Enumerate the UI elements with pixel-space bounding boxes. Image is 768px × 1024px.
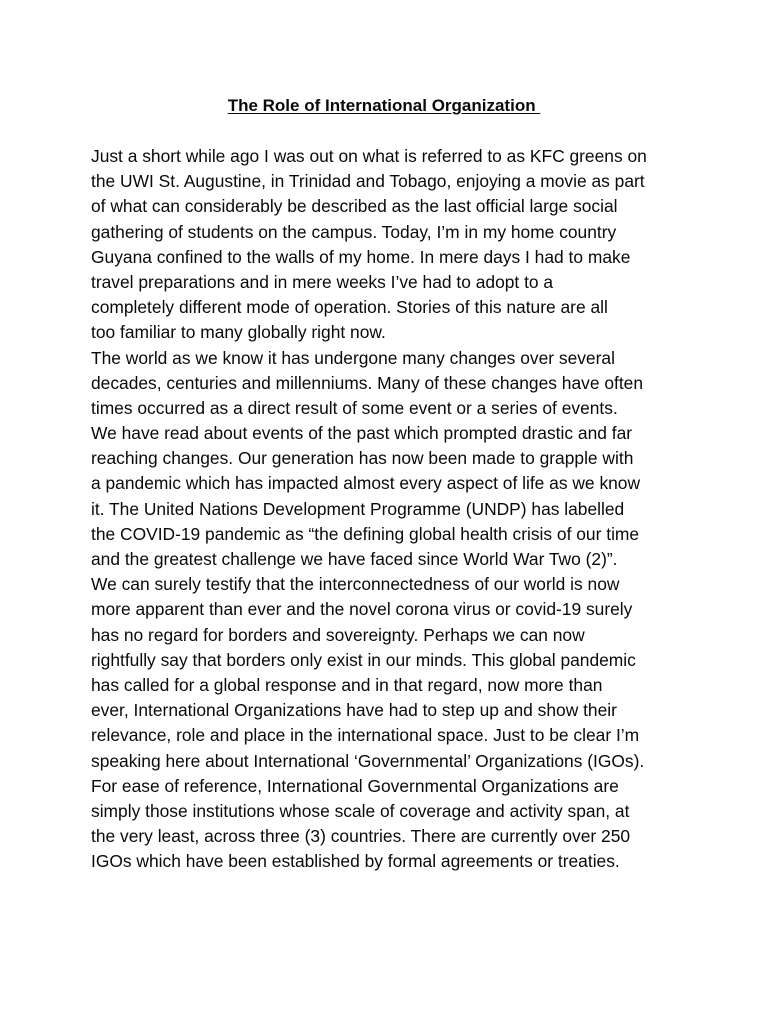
document-title-text: The Role of International Organization xyxy=(227,96,541,115)
body-text-line: rightfully say that borders only exist in our minds. This global pandemic xyxy=(91,649,636,670)
body-text-line: too familiar to many globally right now. xyxy=(91,322,386,343)
body-text-line: the UWI St. Augustine, in Trinidad and Tobago, enjoying a movie as part xyxy=(91,171,645,192)
body-text-line: more apparent than ever and the novel corona virus or covid-19 surely xyxy=(91,599,633,620)
body-text-line: and the greatest challenge we have faced since World War Two (2)”. xyxy=(91,549,618,569)
body-text-line: For ease of reference, International Governmental Organizations are xyxy=(91,775,619,796)
body-text-line: completely different mode of operation. Stories of this nature are all xyxy=(91,297,608,318)
body-text-line: The world as we know it has undergone many changes over several xyxy=(91,347,615,368)
body-text-line: the COVID-19 pandemic as “the defining global health crisis of our time xyxy=(91,523,640,544)
body-text-line: travel preparations and in mere weeks I’ve had to adopt to a xyxy=(91,271,554,292)
body-text-line: of what can considerably be described as the last official large social xyxy=(91,196,618,217)
body-text-line: a pandemic which has impacted almost every aspect of life as we know xyxy=(91,473,641,494)
body-text-line: IGOs which have been established by formal agreements or treaties. xyxy=(91,851,620,872)
body-text-line: reaching changes. Our generation has now been made to grapple with xyxy=(91,448,634,469)
body-text-line: relevance, role and place in the international space. Just to be clear I’m xyxy=(91,725,640,746)
document-body xyxy=(91,144,731,874)
body-text-line: has called for a global response and in that regard, now more than xyxy=(91,674,603,695)
body-text-line: Just a short while ago I was out on what is referred to as KFC greens on xyxy=(91,146,647,166)
body-text-line: speaking here about International ‘Governmental’ Organizations (IGOs). xyxy=(91,750,645,771)
body-text-line: times occurred as a direct result of some event or a series of events. xyxy=(91,397,618,418)
body-text-line: simply those institutions whose scale of coverage and activity span, at xyxy=(91,800,630,821)
body-text-line: it. The United Nations Development Programme (UNDP) has labelled xyxy=(91,498,625,519)
body-text-line: ever, International Organizations have had to step up and show their xyxy=(91,700,617,721)
body-text-line: We can surely testify that the interconnectedness of our world is now xyxy=(91,574,620,595)
body-text-line: decades, centuries and millenniums. Many of these changes have often xyxy=(91,372,643,393)
body-text-line: has no regard for borders and sovereignty. Perhaps we can now xyxy=(91,624,585,645)
document-title xyxy=(0,95,768,117)
body-text-line: Guyana confined to the walls of my home. In mere days I had to make xyxy=(91,246,631,267)
body-text-line: gathering of students on the campus. Today, I’m in my home country xyxy=(91,221,617,242)
body-text-line: the very least, across three (3) countries. There are currently over 250 xyxy=(91,826,631,847)
body-text-line: We have read about events of the past which prompted drastic and far xyxy=(91,423,633,444)
